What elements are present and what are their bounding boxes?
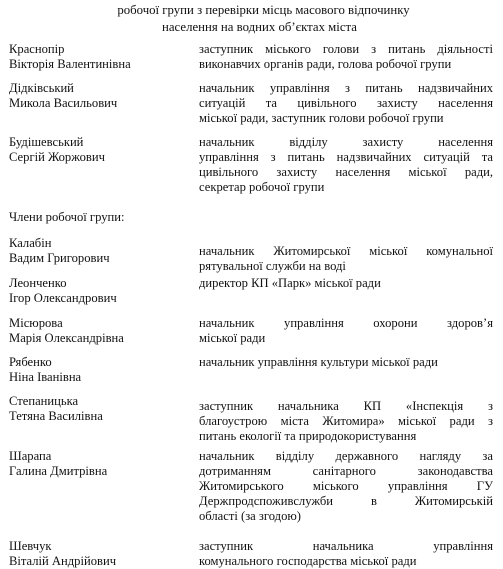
person-role [199,135,493,195]
person-role [199,539,493,569]
person-name [9,355,189,385]
person-surname: Місюрова [9,316,63,330]
role-line: дотриманням санітарного законодавства [199,464,493,478]
role-line: заступник начальника КП «Інспекція з [199,399,493,413]
person-role [199,244,493,274]
person-surname: Леонченко [9,276,67,290]
person-name [9,394,189,424]
role-line: начальник відділу державного нагляду за [199,449,493,463]
role-line: ситуацій та цивільного захисту населення [199,96,493,110]
person-name [9,42,189,72]
person-name [9,276,189,306]
person-given-names: Ігор Олександрович [9,291,117,305]
person-given-names: Микола Васильович [9,96,118,110]
person-surname: Шевчук [9,539,52,553]
person-surname: Краснопір [9,42,65,56]
role-line: виконавчих органів ради, голова робочої групи [199,57,452,71]
person-role [199,399,493,444]
role-line: комунального господарства міської ради [199,554,417,568]
role-line: міської ради, заступник голови робочої групи [199,111,444,125]
person-name [9,135,189,165]
document-heading-line-1: робочої групи з перевірки місць масового відпочинку [117,3,410,17]
role-line: начальник Житомирської міської комунальної [199,244,493,258]
person-surname: Шарапа [9,449,52,463]
role-line: заступник начальника управління [199,539,493,553]
document-heading-line-2: населення на водних об’єктах міста [162,20,357,34]
members-section-title: Члени робочої групи: [9,210,125,224]
person-given-names: Сергій Жоржович [9,150,105,164]
role-line: благоустрою міста Житомира» міської ради з [199,414,493,428]
person-surname: Будішевський [9,135,84,149]
role-line: секретар робочої групи [199,180,325,194]
role-line: директор КП «Парк» міської ради [199,276,381,290]
role-line: питань екології та природокористування [199,429,417,443]
role-line: рятувальної служби на воді [199,259,346,273]
role-line: начальник відділу захисту населення [199,135,493,149]
person-role [199,449,493,524]
person-name [9,316,189,346]
person-given-names: Вадим Григорович [9,251,110,265]
role-line: начальник управління охорони здоров’я [199,316,493,330]
role-line: цивільного захисту населення міської ради, [199,165,493,179]
person-surname: Дідківський [9,81,74,95]
role-line: заступник міського голови з питань діяльності [199,42,493,56]
person-given-names: Галина Дмитрівна [9,464,108,478]
role-line: Житомирського міського управління ГУ [199,479,493,493]
person-surname: Калабін [9,236,52,250]
person-name [9,449,189,479]
person-name [9,539,189,569]
person-surname: Степаницька [9,394,79,408]
person-given-names: Віталій Андрійович [9,554,117,568]
person-surname: Рябенко [9,355,52,369]
role-line: начальник управління культури міської ради [199,355,438,369]
person-given-names: Вікторія Валентинівна [9,57,131,71]
role-line: Держпродспоживслужби в Житомирській [199,494,493,508]
role-line: управління з питань надзвичайних ситуацій та [199,150,493,164]
person-name [9,236,189,266]
person-given-names: Ніна Іванівна [9,370,82,384]
person-name [9,81,189,111]
role-line: начальник управління з питань надзвичайних [199,81,493,95]
role-line: області (за згодою) [199,509,301,523]
person-role [199,355,493,370]
person-given-names: Марія Олександрівна [9,331,124,345]
role-line: міської ради [199,331,266,345]
person-role [199,276,493,291]
person-role [199,316,493,346]
person-given-names: Тетяна Василівна [9,409,103,423]
person-role [199,42,493,72]
person-role [199,81,493,126]
